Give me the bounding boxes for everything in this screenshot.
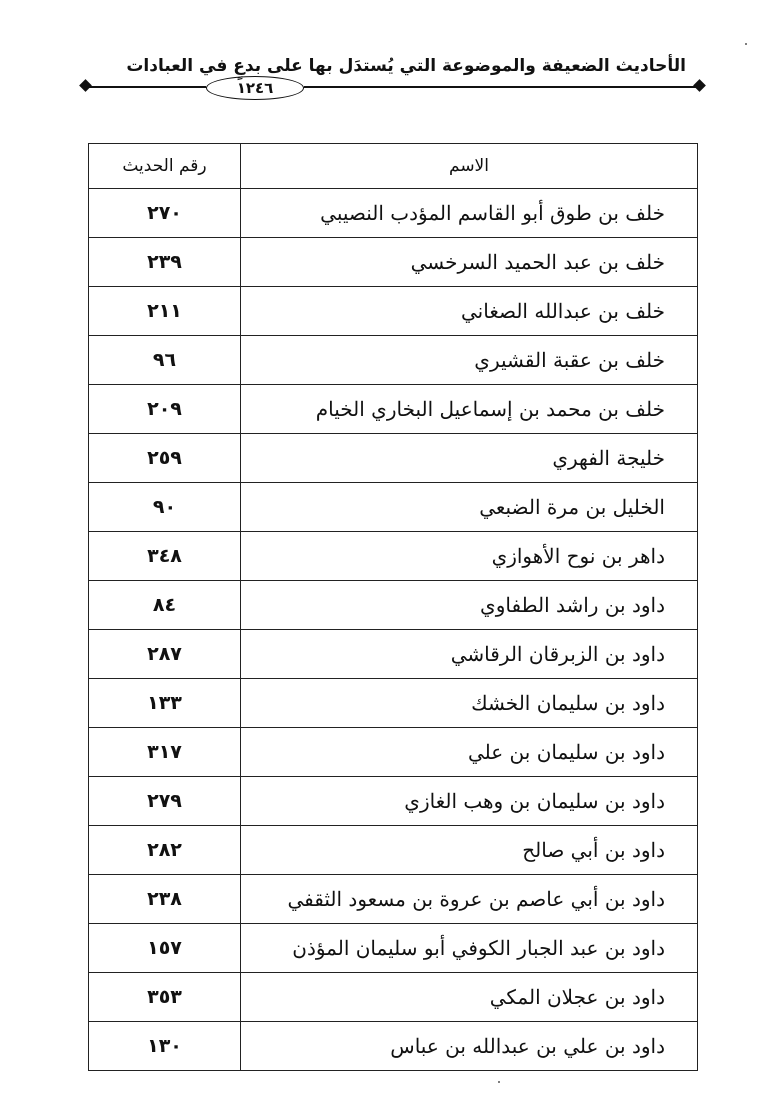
- table-row: [89, 777, 698, 826]
- header-rule-right: [304, 86, 700, 88]
- table-row: [89, 483, 698, 532]
- table-row: [89, 630, 698, 679]
- narrator-name: خلف بن عقبة القشيري: [241, 336, 698, 385]
- names-index-table: [88, 143, 698, 1071]
- hadith-number: ٢٧٠: [89, 189, 241, 238]
- hadith-number: ٣٤٨: [89, 532, 241, 581]
- book-title: الأحاديث الضعيفة والموضوعة التي يُستدَل بها على بدعٍ في العبادات: [126, 56, 686, 76]
- narrator-name: داود بن سليمان الخشك: [241, 679, 698, 728]
- hadith-number: ١٣٠: [89, 1022, 241, 1071]
- hadith-number: ٢٠٩: [89, 385, 241, 434]
- narrator-name: داود بن أبي عاصم بن عروة بن مسعود الثقفي: [241, 875, 698, 924]
- table-row: [89, 875, 698, 924]
- table-row: [89, 581, 698, 630]
- diamond-ornament-left-icon: [79, 79, 92, 92]
- narrator-name: داهر بن نوح الأهوازي: [241, 532, 698, 581]
- table-row: [89, 532, 698, 581]
- table-row: [89, 728, 698, 777]
- narrator-name: خلف بن عبدالله الصغاني: [241, 287, 698, 336]
- hadith-number: ٣٥٣: [89, 973, 241, 1022]
- scan-speck: [498, 1081, 500, 1083]
- column-header-hadith-number: رقم الحديث: [89, 144, 241, 189]
- running-header: [78, 52, 708, 102]
- hadith-number: ٢٥٩: [89, 434, 241, 483]
- narrator-name: داود بن عبد الجبار الكوفي أبو سليمان المؤذن: [241, 924, 698, 973]
- table-row: [89, 1022, 698, 1071]
- narrator-name: داود بن سليمان بن علي: [241, 728, 698, 777]
- narrator-name: داود بن سليمان بن وهب الغازي: [241, 777, 698, 826]
- table-row: [89, 238, 698, 287]
- hadith-number: ١٥٧: [89, 924, 241, 973]
- hadith-number: ٩٠: [89, 483, 241, 532]
- table-row: [89, 924, 698, 973]
- narrator-name: داود بن راشد الطفاوي: [241, 581, 698, 630]
- table-body: [89, 189, 698, 1071]
- hadith-number: ٢٨٢: [89, 826, 241, 875]
- hadith-number: ٩٦: [89, 336, 241, 385]
- narrator-name: داود بن علي بن عبدالله بن عباس: [241, 1022, 698, 1071]
- hadith-number: ٢٨٧: [89, 630, 241, 679]
- table-row: [89, 385, 698, 434]
- hadith-number: ١٣٣: [89, 679, 241, 728]
- narrator-name: داود بن عجلان المكي: [241, 973, 698, 1022]
- names-index-table-wrapper: [88, 143, 697, 1071]
- narrator-name: خلف بن طوق أبو القاسم المؤدب النصيبي: [241, 189, 698, 238]
- hadith-number: ٢١١: [89, 287, 241, 336]
- header-rule-left: [86, 86, 206, 88]
- hadith-number: ٢٧٩: [89, 777, 241, 826]
- scan-speck: [745, 43, 747, 45]
- table-header-row: [89, 144, 698, 189]
- table-row: [89, 826, 698, 875]
- narrator-name: الخليل بن مرة الضبعي: [241, 483, 698, 532]
- hadith-number: ٣١٧: [89, 728, 241, 777]
- column-header-name: الاسم: [241, 144, 698, 189]
- narrator-name: داود بن أبي صالح: [241, 826, 698, 875]
- diamond-ornament-right-icon: [693, 79, 706, 92]
- narrator-name: داود بن الزبرقان الرقاشي: [241, 630, 698, 679]
- narrator-name: خلف بن عبد الحميد السرخسي: [241, 238, 698, 287]
- table-row: [89, 189, 698, 238]
- table-row: [89, 679, 698, 728]
- narrator-name: خليجة الفهري: [241, 434, 698, 483]
- hadith-number: ٢٣٨: [89, 875, 241, 924]
- page-number: ١٢٤٦: [206, 76, 304, 100]
- narrator-name: خلف بن محمد بن إسماعيل البخاري الخيام: [241, 385, 698, 434]
- hadith-number: ٨٤: [89, 581, 241, 630]
- table-row: [89, 973, 698, 1022]
- table-row: [89, 434, 698, 483]
- table-row: [89, 336, 698, 385]
- table-row: [89, 287, 698, 336]
- hadith-number: ٢٣٩: [89, 238, 241, 287]
